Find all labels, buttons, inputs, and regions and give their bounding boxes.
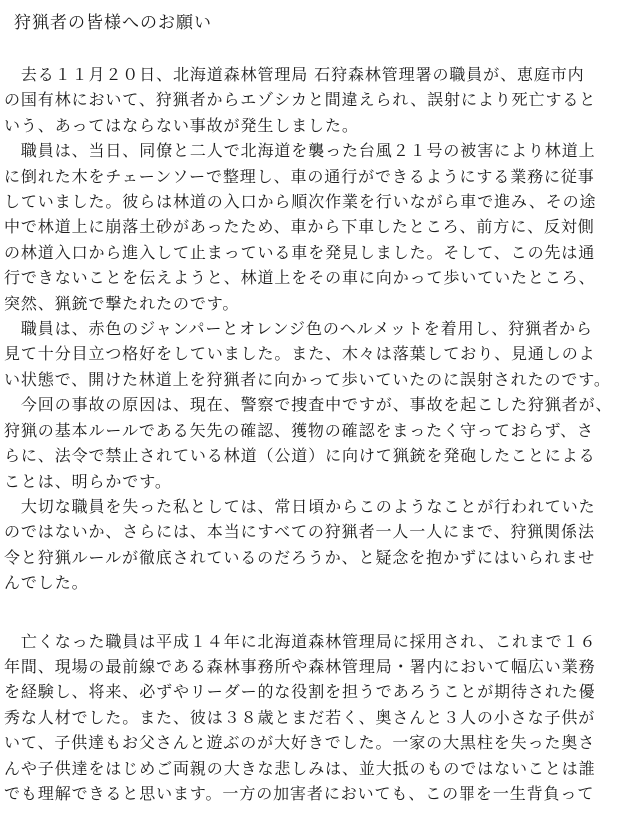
text-line: に倒れた木をチェーンソーで整理し、車の通行ができるようにする業務に従事 (4, 166, 595, 186)
text-line: いて、子供達もお父さんと遊ぶのが大好きでした。一家の大黒柱を失った奥さ (4, 733, 596, 753)
text-line: 狩猟の基本ルールである矢先の確認、獲物の確認をまったく守っておらず、さ (4, 420, 594, 440)
text-line: 大切な職員を失った私としては、常日頃からこのようなことが行われていた (4, 496, 596, 516)
text-line: の国有林において、狩猟者からエゾシカと間違えられ、誤射により死亡すると (4, 90, 597, 110)
paragraph (4, 494, 628, 596)
document-body (4, 62, 628, 806)
text-line: を経験し、将来、必ずやリーダー的な役割を担うであろうことが期待された優 (4, 682, 596, 702)
text-line: 見て十分目立つ格好をしていました。また、木々は落葉しており、見通しのよ (4, 344, 596, 364)
paragraph (4, 138, 628, 316)
text-line: 令と狩猟ルールが徹底されているのだろうか、と疑念を抱かずにはいられませ (4, 547, 596, 567)
text-line: 中で林道上に崩落土砂があったため、車から下車したところ、前方に、反対側 (4, 217, 595, 237)
text-line: 去る１１月２０日、北海道森林管理局 石狩森林管理署の職員が、恵庭市内 (4, 65, 585, 84)
text-line: いう、あってはならない事故が発生しました。 (4, 115, 359, 135)
text-line: 行できないことを伝えようと、林道上をその車に向かって歩いていたところ、 (4, 268, 596, 288)
text-line: 年間、現場の最前線である森林事務所や森林管理局・署内において幅広い業務 (4, 656, 596, 676)
text-line: んや子供達をはじめご両親の大きな悲しみは、並大抵のものではないことは誰 (4, 758, 596, 778)
text-line: い状態で、開けた林道上を狩猟者に向かって歩いていたのに誤射されたのです。 (4, 369, 611, 389)
paragraph (4, 629, 628, 807)
text-line: 職員は、赤色のジャンパーとオレンジ色のヘルメットを着用し、狩猟者から (4, 319, 593, 339)
paragraph-gap (4, 596, 628, 629)
text-line: ことは、明らかです。 (4, 471, 172, 491)
text-line: でも理解できると思います。一方の加害者においても、この罪を一生背負って (4, 783, 595, 803)
text-line: していました。彼らは林道の入口から順次作業を行いながら車で進み、その途 (4, 192, 597, 212)
text-line: 亡くなった職員は平成１４年に北海道森林管理局に採用され、これまで１６ (4, 631, 597, 651)
text-line: の林道入口から進入して止まっている車を発見しました。そして、この先は通 (4, 242, 596, 262)
paragraph (4, 392, 628, 494)
text-line: のではないか、さらには、本当にすべての狩猟者一人一人にまで、狩猟関係法 (4, 522, 595, 542)
text-line: んでした。 (4, 573, 89, 593)
text-line: 秀な人材でした。また、彼は３８歳とまだ若く、奥さんと３人の小さな子供が (4, 707, 596, 727)
paragraph (4, 316, 628, 392)
paragraph (4, 62, 628, 138)
text-line: らに、法令で禁止されている林道（公道）に向けて猟銃を発砲したことによる (4, 446, 596, 466)
text-line: 今回の事故の原因は、現在、警察で捜査中ですが、事故を起こした狩猟者が、 (4, 395, 613, 415)
text-line: 突然、猟銃で撃たれたのです。 (4, 293, 240, 313)
document-title: 狩猟者の皆様へのお願い (14, 13, 212, 33)
text-line: 職員は、当日、同僚と二人で北海道を襲った台風２１号の被害により林道上 (4, 141, 596, 161)
